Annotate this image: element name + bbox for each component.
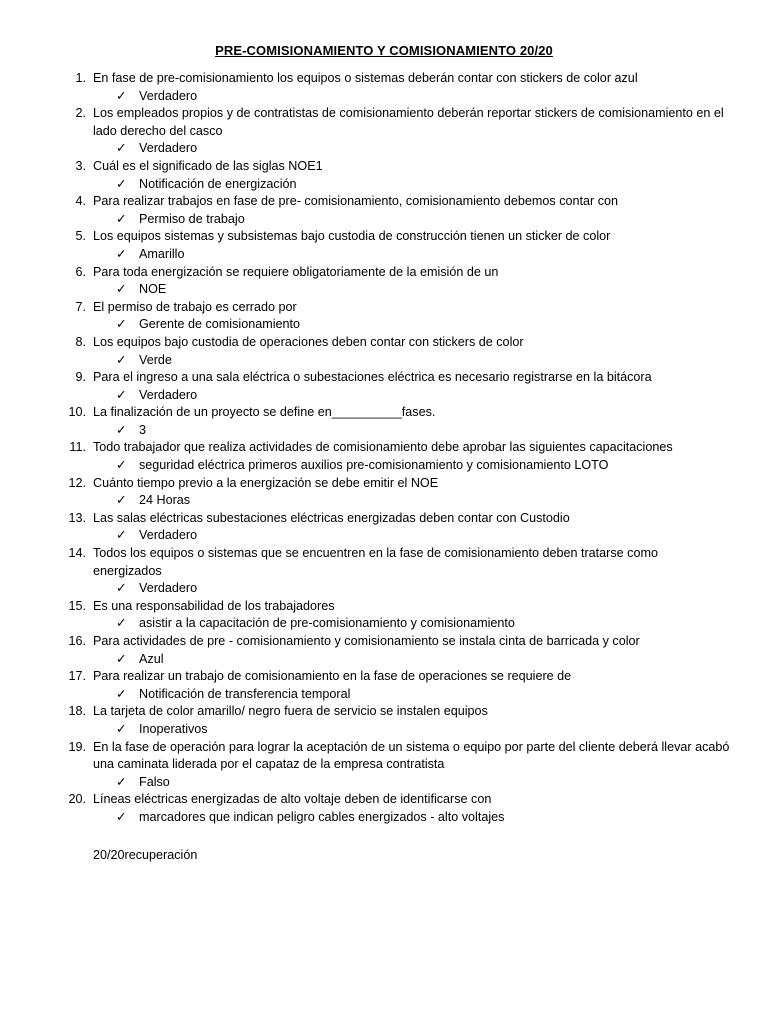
question-number: 5. (75, 229, 86, 244)
question-text: Las salas eléctricas subestaciones eléctricas energizadas deben contar con Custodio (93, 510, 570, 525)
question-text: Para el ingreso a una sala eléctrica o subestaciones eléctrica es necesario registrarse en la bitácora (93, 370, 652, 385)
question-number: 3. (75, 158, 86, 173)
question-text: Los equipos sistemas y subsistemas bajo custodia de construcción tienen un sticker de color (93, 229, 611, 244)
checkmark-icon: ✓ (116, 352, 127, 367)
checkmark-icon: ✓ (116, 282, 127, 297)
question-text: Para realizar trabajos en fase de pre- comisionamiento, comisionamiento debemos contar con (93, 194, 619, 209)
question-item (60, 668, 730, 686)
question-item (60, 510, 730, 528)
question-number: 6. (75, 264, 86, 279)
answer-text: Verdadero (139, 387, 198, 402)
question-list (60, 70, 730, 827)
question-text: Todos los equipos o sistemas que se encuentren en la fase de comisionamiento deben tratarse como energizados (93, 546, 658, 578)
question-number: 2. (75, 106, 86, 121)
question-number: 1. (75, 71, 86, 85)
answer-text: Verdadero (139, 581, 198, 596)
answer-text: Verde (139, 352, 172, 367)
checkmark-icon: ✓ (116, 246, 127, 261)
question-text: Cuánto tiempo previo a la energización se debe emitir el NOE (93, 475, 439, 490)
answer-item (60, 457, 730, 475)
question-item (60, 791, 730, 809)
question-text: Los empleados propios y de contratistas de comisionamiento deberán reportar stickers de comisionamiento en el lado derecho del casco (93, 106, 724, 138)
answer-item (60, 140, 730, 158)
question-text: La finalización de un proyecto se define en__________fases. (93, 405, 436, 420)
checkmark-icon: ✓ (116, 493, 127, 508)
answer-text: Verdadero (139, 141, 198, 156)
question-number: 10. (68, 405, 86, 420)
question-item (60, 299, 730, 317)
question-text: La tarjeta de color amarillo/ negro fuera de servicio se instalen equipos (93, 704, 488, 719)
question-item (60, 475, 730, 493)
question-text: Para realizar un trabajo de comisionamiento en la fase de operaciones se requiere de (93, 669, 572, 684)
question-item (60, 105, 730, 140)
question-item (60, 334, 730, 352)
question-text: En la fase de operación para lograr la aceptación de un sistema o equipo por parte del cliente deberá llevar acabó una caminata liderada por el capataz de la empresa contratista (93, 739, 730, 772)
question-number: 4. (75, 194, 86, 209)
document-title: PRE-COMISIONAMIENTO Y COMISIONAMIENTO 20/20 (215, 43, 553, 58)
checkmark-icon: ✓ (116, 88, 127, 103)
question-item (60, 264, 730, 282)
question-number: 16. (68, 634, 86, 648)
answer-item (60, 246, 730, 264)
question-number: 8. (75, 334, 86, 349)
answer-item (60, 176, 730, 194)
answer-text: Notificación de transferencia temporal (139, 686, 351, 701)
answer-text: Gerente de comisionamiento (139, 317, 301, 332)
answer-text: Permiso de trabajo (139, 211, 245, 226)
question-text: Es una responsabilidad de los trabajadores (93, 598, 335, 613)
answer-item (60, 352, 730, 370)
question-number: 9. (75, 370, 86, 385)
answer-text: Azul (139, 651, 164, 666)
question-number: 20. (68, 792, 86, 807)
question-text: Los equipos bajo custodia de operaciones deben contar con stickers de color (93, 334, 524, 349)
question-item (60, 369, 730, 387)
question-number: 12. (68, 475, 86, 490)
question-text: Para actividades de pre - comisionamiento y comisionamiento se instala cinta de barricada y color (93, 634, 640, 648)
answer-text: asistir a la capacitación de pre-comisionamiento y comisionamiento (139, 616, 515, 631)
answer-item (60, 651, 730, 669)
answer-text: Amarillo (139, 246, 185, 261)
question-text: Cuál es el significado de las siglas NOE1 (93, 158, 323, 173)
answer-item (60, 387, 730, 405)
answer-text: Falso (139, 774, 170, 789)
question-item (60, 703, 730, 721)
question-text: Líneas eléctricas energizadas de alto voltaje deben de identificarse con (93, 792, 492, 807)
answer-item (60, 316, 730, 334)
answer-item (60, 721, 730, 739)
checkmark-icon: ✓ (116, 809, 127, 824)
checkmark-icon: ✓ (116, 616, 127, 631)
answer-text: Inoperativos (139, 721, 208, 736)
question-text: Para toda energización se requiere obligatoriamente de la emisión de un (93, 264, 499, 279)
checkmark-icon: ✓ (116, 458, 127, 473)
checkmark-icon: ✓ (116, 686, 127, 701)
checkmark-icon: ✓ (116, 387, 127, 402)
answer-text: 24 Horas (139, 493, 191, 508)
question-number: 14. (68, 546, 86, 561)
footer-note: 20/20recuperación (93, 848, 198, 862)
answer-item (60, 686, 730, 704)
checkmark-icon: ✓ (116, 581, 127, 596)
answer-item (60, 422, 730, 440)
checkmark-icon: ✓ (116, 176, 127, 191)
checkmark-icon: ✓ (116, 422, 127, 437)
checkmark-icon: ✓ (116, 721, 127, 736)
answer-item (60, 88, 730, 106)
question-number: 17. (68, 669, 86, 684)
answer-item (60, 527, 730, 545)
answer-text: Verdadero (139, 88, 198, 103)
answer-item (60, 615, 730, 633)
answer-text: marcadores que indican peligro cables energizados - alto voltajes (139, 809, 505, 824)
question-item (60, 633, 730, 651)
answer-item (60, 211, 730, 229)
answer-text: Verdadero (139, 528, 198, 543)
question-item (60, 404, 730, 422)
checkmark-icon: ✓ (116, 651, 127, 666)
question-number: 19. (68, 739, 86, 754)
answer-text: NOE (139, 282, 167, 297)
checkmark-icon: ✓ (116, 774, 127, 789)
question-item (60, 193, 730, 211)
checkmark-icon: ✓ (116, 528, 127, 543)
answer-item (60, 580, 730, 598)
answer-item (60, 281, 730, 299)
question-item (60, 739, 730, 774)
question-item (60, 439, 730, 457)
question-number: 7. (75, 299, 86, 314)
question-item (60, 228, 730, 246)
question-item (60, 70, 730, 88)
checkmark-icon: ✓ (116, 211, 127, 226)
checkmark-icon: ✓ (116, 317, 127, 332)
question-item (60, 545, 730, 580)
answer-text: seguridad eléctrica primeros auxilios pre-comisionamiento y comisionamiento LOTO (139, 458, 609, 473)
checkmark-icon: ✓ (116, 141, 127, 156)
answer-item (60, 774, 730, 792)
question-item (60, 598, 730, 616)
answer-text: Notificación de energización (139, 176, 297, 191)
question-number: 18. (68, 704, 86, 719)
answer-item (60, 492, 730, 510)
answer-text: 3 (139, 422, 147, 437)
question-number: 15. (68, 598, 86, 613)
answer-item (60, 809, 730, 827)
question-item (60, 158, 730, 176)
question-number: 11. (69, 440, 86, 455)
question-text: En fase de pre-comisionamiento los equipos o sistemas deberán contar con stickers de color azul (93, 71, 638, 85)
question-text: El permiso de trabajo es cerrado por (93, 299, 297, 314)
question-number: 13. (68, 510, 86, 525)
question-text: Todo trabajador que realiza actividades de comisionamiento debe aprobar las siguientes capacitaciones (93, 440, 673, 455)
